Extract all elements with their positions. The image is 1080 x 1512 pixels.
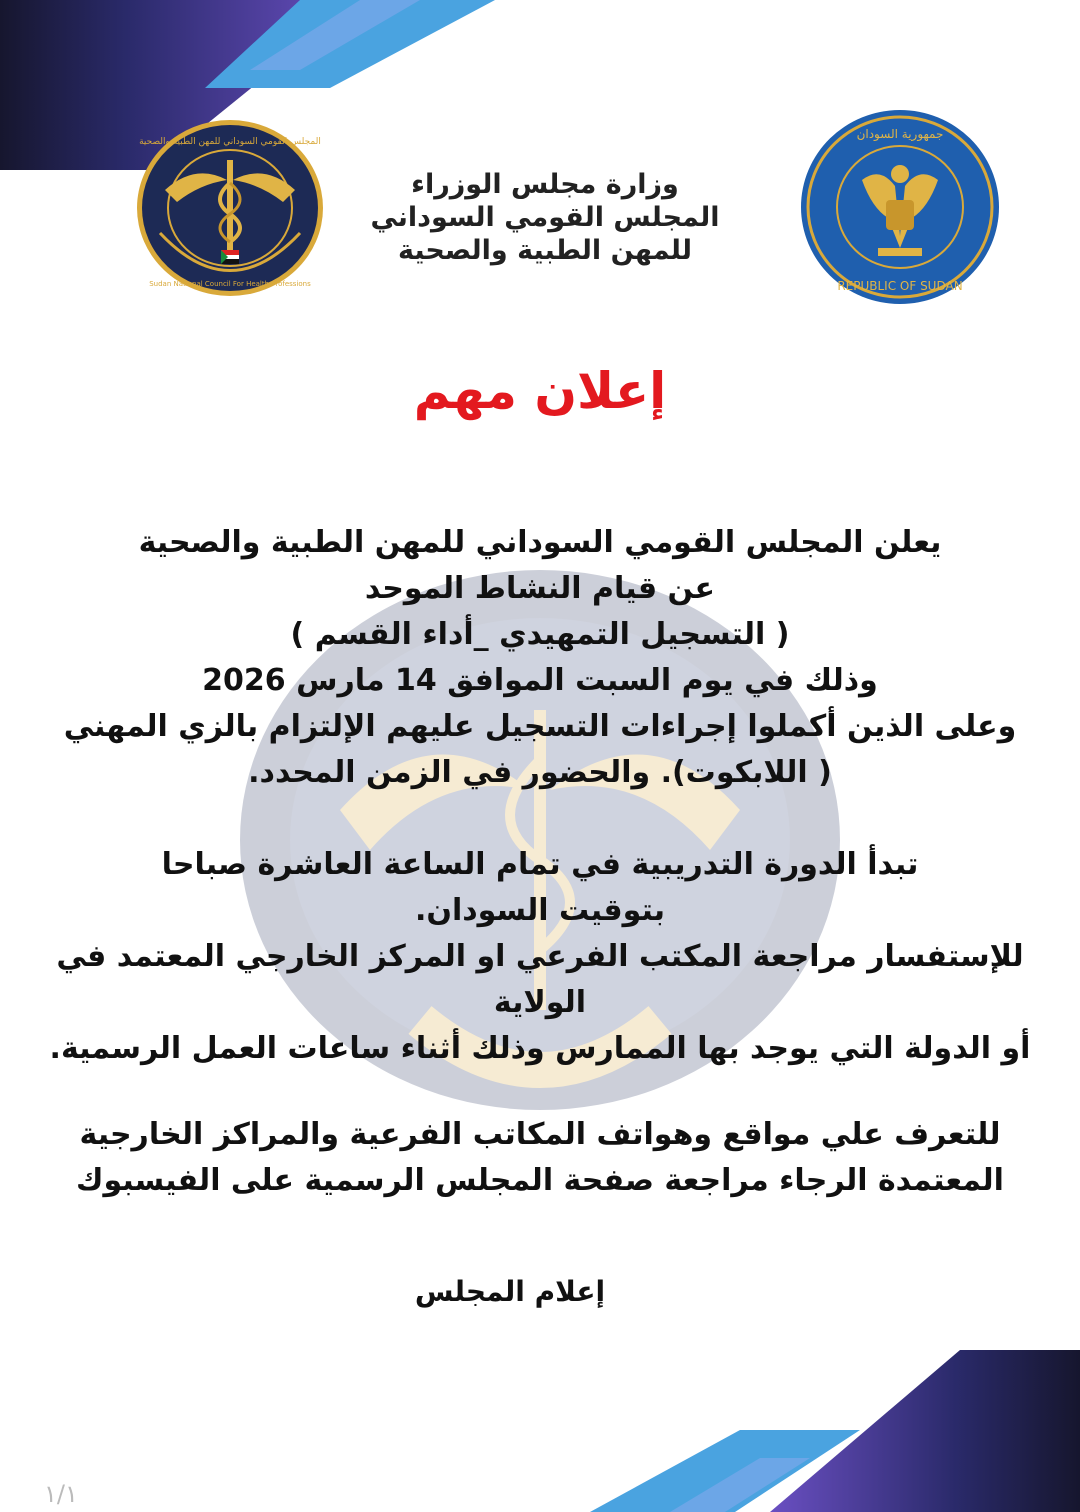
republic-of-sudan-emblem [800, 108, 1000, 306]
course-line: تبدأ الدورة التدريبية في تمام الساعة العاشرة صباحا [161, 847, 919, 882]
course-line: الولاية [493, 985, 587, 1020]
right-logo-ring-text-ar: جمهورية السودان [856, 127, 944, 141]
spacer [40, 796, 1040, 842]
announcement-line: يعلن المجلس القومي السوداني للمهن الطبية والصحية [138, 525, 942, 560]
announcement-line: وذلك في يوم السبت الموافق 14 مارس 2026 [202, 663, 878, 698]
course-line: أو الدولة التي يوجد بها الممارس وذلك أثناء ساعات العمل الرسمية. [49, 1031, 1031, 1066]
announcement-line: ( التسجيل التمهيدي _أداء القسم ) [290, 617, 790, 652]
announcement-line: ( اللابكوت). والحضور في الزمن المحدد. [248, 755, 832, 790]
contact-line: للتعرف علي مواقع وهواتف المكاتب الفرعية والمراكز الخارجية [79, 1117, 1001, 1152]
right-logo-ring-text-en: REPUBLIC OF SUDAN [837, 279, 963, 293]
signature: إعلام المجلس [414, 1275, 606, 1308]
corner-decoration-bottom [560, 1340, 1080, 1512]
spacer [40, 1072, 1040, 1112]
left-logo-ring-text-ar: المجلس القومي السوداني للمهن الطبية والصحية [139, 137, 321, 147]
ministry-header [330, 168, 760, 267]
announcement-line: وعلى الذين أكملوا إجراءات التسجيل عليهم الإلتزام بالزي المهني [63, 709, 1017, 744]
ministry-line-1: وزارة مجلس الوزراء [411, 169, 679, 200]
ministry-line-2: المجلس القومي السوداني [370, 202, 720, 233]
left-logo-ring-text-en: Sudan National Council For Health Professions [149, 280, 311, 288]
contact-line: المعتمدة الرجاء مراجعة صفحة المجلس الرسمية على الفيسبوك [76, 1163, 1004, 1198]
announcement-body [40, 520, 1040, 1204]
course-line: للإستفسار مراجعة المكتب الفرعي او المركز الخارجي المعتمد في [56, 939, 1024, 974]
page-number: ١/١ [44, 1480, 78, 1508]
ministry-line-3: للمهن الطبية والصحية [398, 235, 692, 266]
announcement-line: عن قيام النشاط الموحد [364, 571, 716, 606]
announcement-title: إعلان مهم [413, 362, 667, 420]
council-seal-logo [135, 118, 325, 298]
course-line: بتوقيت السودان. [415, 893, 665, 928]
